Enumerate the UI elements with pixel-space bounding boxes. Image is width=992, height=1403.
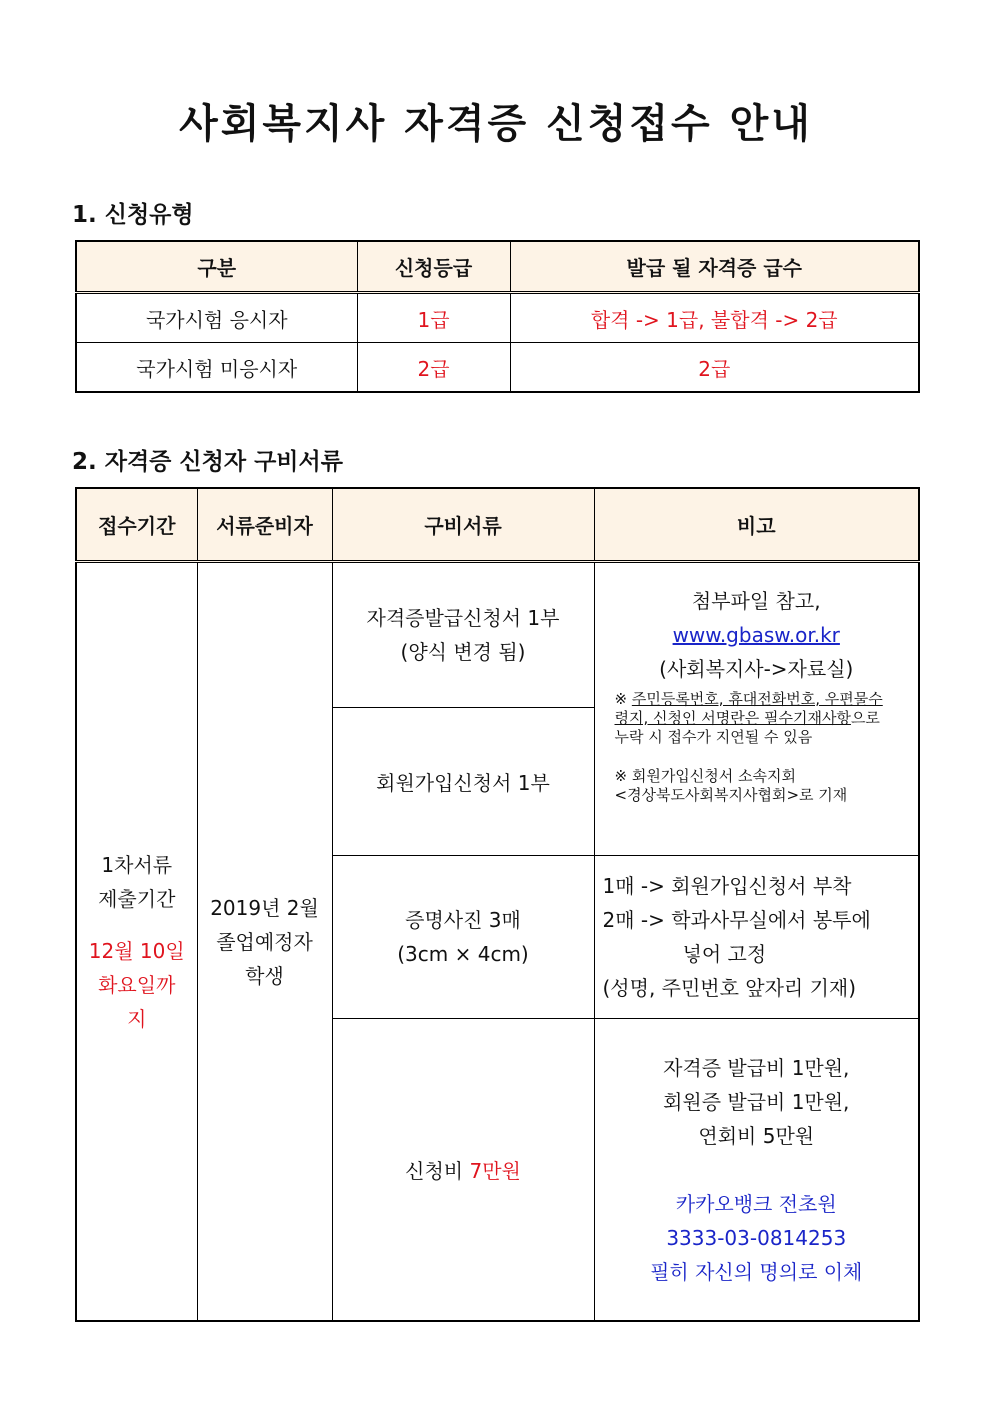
doc-photo [332,856,594,1019]
table-row [76,562,919,708]
row-result: 합격 -> 1급, 불합격 -> 2급 [510,293,919,343]
remarks-photo-cell [594,856,919,1019]
header-period: 접수기간 [76,488,197,562]
table-header-row [76,241,919,293]
remark-attach: 첨부파일 참고, [691,588,821,613]
row-type: 국가시험 미응시자 [76,343,357,393]
remarks-forms-cell [594,562,919,856]
table-header-row [76,488,919,562]
header-category: 구분 [76,241,357,293]
deadline-day: 화요일까 [98,972,176,997]
note2-line-1: ※ 회원가입신청서 소속지회 [614,766,796,785]
note1-line-3: 누락 시 접수가 지연될 수 있음 [614,727,813,746]
doc-membership-form: 회원가입신청서 1부 [332,708,594,856]
submission-period-cell [76,562,197,1322]
doc-application-form [332,562,594,708]
preparer-line-3: 학생 [245,963,284,988]
doc-fee [332,1019,594,1322]
remark-path: (사회복지사->자료실) [659,656,854,681]
row-grade: 2급 [357,343,510,393]
header-documents: 구비서류 [332,488,594,562]
application-type-table [75,240,920,393]
fee-line-3: 연회비 5만원 [698,1123,815,1148]
preparer-line-2: 졸업예정자 [216,929,313,954]
photo-line-3: 넣어 고정 [682,942,767,966]
table-row [76,293,919,343]
row-type: 국가시험 응시자 [76,293,357,343]
doc1-line-2: (양식 변경 됨) [400,640,526,664]
account-number: 3333-03-0814253 [666,1225,847,1250]
section1-heading: 1. 신청유형 [72,202,194,228]
website-link[interactable]: www.gbasw.or.kr [672,622,840,647]
deadline-suffix: 지 [127,1006,147,1031]
period-label-2: 제출기간 [98,886,176,911]
remarks-fee-cell [594,1019,919,1322]
deadline-date: 12월 10일 [88,938,185,963]
header-remarks: 비고 [594,488,919,562]
row-grade: 1급 [357,293,510,343]
documents-table [75,487,920,1322]
preparer-cell [197,562,332,1322]
note2-line-2: <경상북도사회복지사협회>로 기재 [614,785,848,804]
note1-underlined-2: 령지, 신청인 서명란은 필수기재사항 [614,708,851,727]
section2-heading: 2. 자격증 신청자 구비서류 [72,449,343,475]
photo-line-2: 2매 -> 학과사무실에서 봉투에 [602,908,871,932]
photo-line-4: (성명, 주민번호 앞자리 기재) [602,976,857,1000]
preparer-line-1: 2019년 2월 [210,895,319,920]
photo-line-1: 1매 -> 회원가입신청서 부착 [602,874,852,898]
fee-line-2: 회원증 발급비 1만원, [663,1089,850,1114]
table-row [76,343,919,393]
fee-label: 신청비 [405,1159,470,1183]
note1-mark: ※ [614,689,632,708]
header-issued-level: 발급 될 자격증 급수 [510,241,919,293]
page-title: 사회복지사 자격증 신청접수 안내 [179,101,813,147]
doc3-line-1: 증명사진 3매 [405,908,521,932]
header-preparer: 서류준비자 [197,488,332,562]
period-label-1: 1차서류 [101,852,173,877]
bank-name: 카카오뱅크 전초원 [675,1191,837,1216]
doc3-line-2: (3cm × 4cm) [397,942,529,966]
fee-amount: 7만원 [469,1159,521,1183]
note1-suffix: 으로 [850,708,880,727]
row-result: 2급 [510,343,919,393]
fee-line-1: 자격증 발급비 1만원, [663,1055,850,1080]
transfer-note: 필히 자신의 명의로 이체 [650,1259,863,1284]
doc1-line-1: 자격증발급신청서 1부 [366,606,560,630]
header-grade: 신청등급 [357,241,510,293]
note1-underlined-1: 주민등록번호, 휴대전화번호, 우편물수 [631,689,883,708]
